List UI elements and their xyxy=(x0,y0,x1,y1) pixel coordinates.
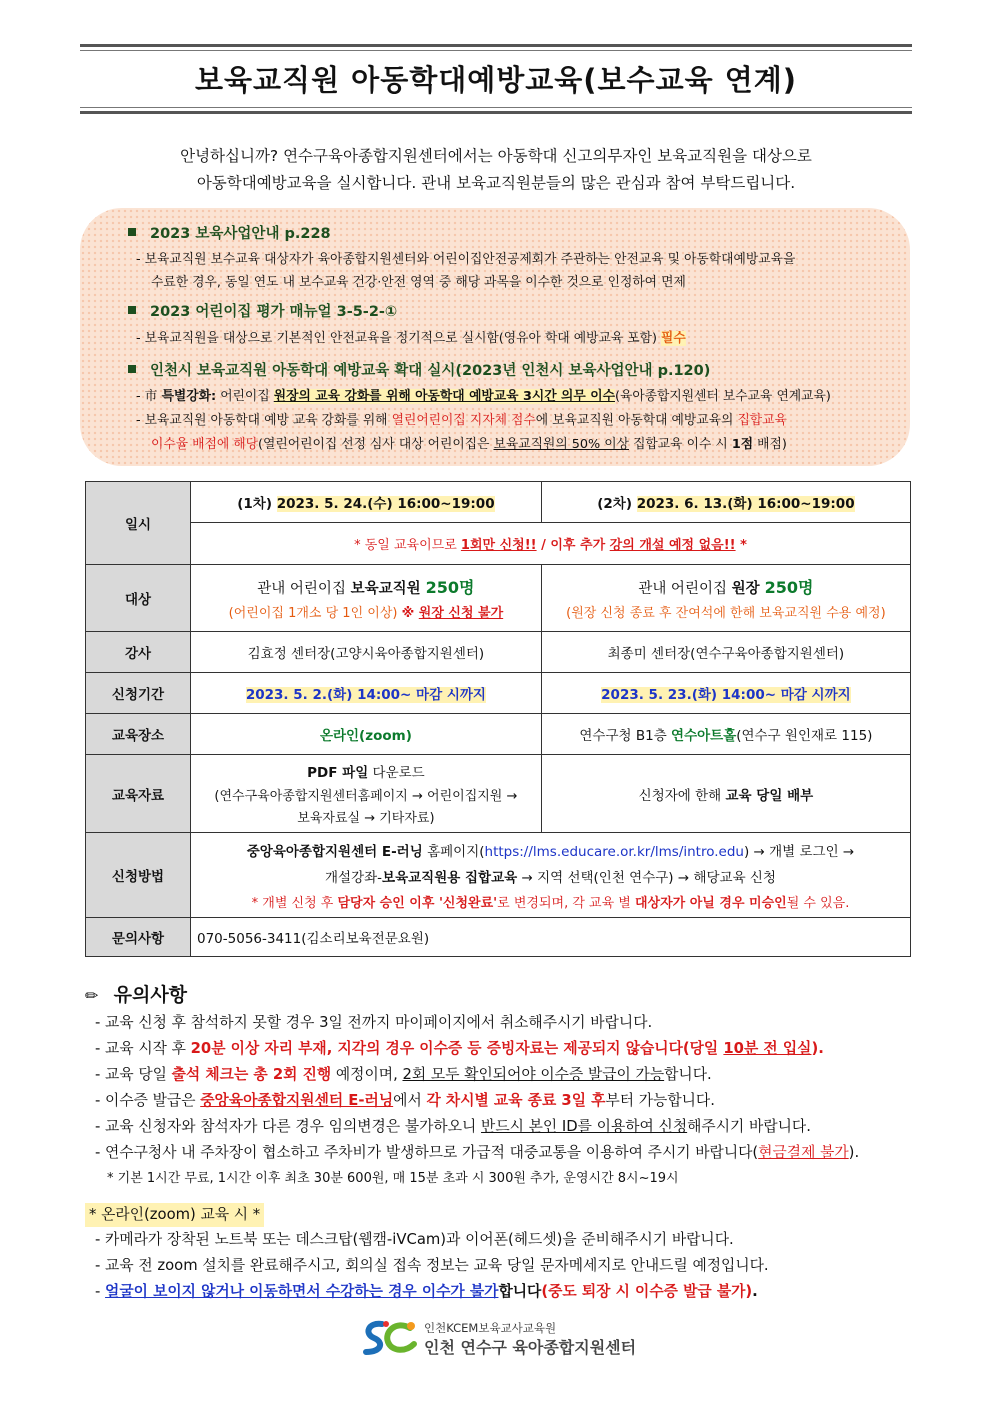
educare-lms-link[interactable]: https://lms.educare.or.kr/lms/intro.edu xyxy=(484,843,744,860)
lecturer-2: 최종미 센터장(연수구육아종합지원센터) xyxy=(541,632,910,673)
target-session-1: 관내 어린이집 보육교직원 250명 (어린이집 1개소 당 1인 이상) ※ 원장 신청 불가 xyxy=(191,565,542,632)
notice-line: - 보육교직원 보수교육 대상자가 육아종합지원센터와 어린이집안전공제회가 주관하는 안전교육 및 아동학대예방교육을 xyxy=(136,252,796,267)
notice-box xyxy=(80,208,910,466)
label-target: 대상 xyxy=(86,565,191,632)
square-bullet-icon xyxy=(128,306,136,314)
zoom-line: - 카메라가 장착된 노트북 또는 데스크탑(웹캠-iVCam)과 이어폰(헤드셋)을 준비해주시기 바랍니다. xyxy=(95,1231,734,1248)
intro-text xyxy=(0,143,992,197)
date-note: * 동일 교육이므로 1회만 신청!! / 이후 추가 강의 개설 예정 없음!! * xyxy=(191,523,911,565)
notice-heading-1: 2023 보육사업안내 p.228 xyxy=(128,222,331,243)
target-session-2: 관내 어린이집 원장 250명 (원장 신청 종료 후 잔여석에 한해 보육교직원 수용 예정) xyxy=(541,565,910,632)
place-2: 연수구청 B1층 연수아트홀(연수구 원인재로 115) xyxy=(541,714,910,755)
intro-line-2: 아동학대예방교육을 실시합니다. 관내 보육교직원분들의 많은 관심과 참여 부탁드립니다. xyxy=(196,174,796,192)
notice-line: - 보육교직원을 대상으로 기본적인 안전교육을 정기적으로 실시함(영유아 학대 예방교육 포함) 필수 xyxy=(136,331,686,346)
page-title: 보육교직원 아동학대예방교육(보수교육 연계) xyxy=(195,63,797,97)
notice-heading-3: 인천시 보육교직원 아동학대 예방교육 확대 실시(2023년 인천시 보육사업안내 p.120) xyxy=(128,359,710,380)
lecturer-1: 김효정 센터장(고양시육아종합지원센터) xyxy=(191,632,542,673)
sc-logo-icon xyxy=(358,1318,420,1360)
label-lecturer: 강사 xyxy=(86,632,191,673)
title-rule-bottom-thin xyxy=(80,107,912,108)
zoom-heading: * 온라인(zoom) 교육 시 * xyxy=(85,1203,264,1227)
caution-line: - 교육 시작 후 20분 이상 자리 부재, 지각의 경우 이수증 등 증빙자료는 제공되지 않습니다(당일 10분 전 입실). xyxy=(95,1040,824,1057)
caution-line: - 이수증 발급은 중앙육아종합지원센터 E-러닝에서 각 차시별 교육 종료 3일 후부터 가능합니다. xyxy=(95,1092,715,1109)
notice-line: 이수율 배점에 해당(열린어린이집 선정 심사 대상 어린이집은 보육교직원의 50% 이상 집합교육 이수 시 1점 배점) xyxy=(151,437,787,452)
pencil-icon: ✏ xyxy=(85,986,99,1005)
cautions-title: ✏ 유의사항 xyxy=(85,984,188,1006)
square-bullet-icon xyxy=(128,365,136,373)
place-1: 온라인(zoom) xyxy=(191,714,542,755)
notice-line: - 보육교직원 아동학대 예방 교육 강화를 위해 열린어린이집 지자체 점수에 보육교직원 아동학대 예방교육의 집합교육 xyxy=(136,413,787,428)
label-date: 일시 xyxy=(86,482,191,565)
caution-line: - 교육 당일 출석 체크는 총 2회 진행 예정이며, 2회 모두 확인되어야 이수증 발급이 가능합니다. xyxy=(95,1066,712,1083)
apply-period-1: 2023. 5. 2.(화) 14:00~ 마감 시까지 xyxy=(191,673,542,714)
caution-line: - 교육 신청자와 참석자가 다른 경우 임의변경은 불가하오니 반드시 본인 ID를 이용하여 신청해주시기 바랍니다. xyxy=(95,1118,811,1135)
material-2: 신청자에 한해 교육 당일 배부 xyxy=(541,755,910,833)
notice-heading-2: 2023 어린이집 평가 매뉴얼 3-5-2-① xyxy=(128,300,397,321)
apply-period-2: 2023. 5. 23.(화) 14:00~ 마감 시까지 xyxy=(541,673,910,714)
info-table xyxy=(85,481,911,957)
material-1: PDF 파일 다운로드 (연수구육아종합지원센터홈페이지 → 어린이집지원 → 보육자료실 → 기타자료) xyxy=(191,755,542,833)
date-session-1: (1차) 2023. 5. 24.(수) 16:00~19:00 xyxy=(191,482,542,523)
label-material: 교육자료 xyxy=(86,755,191,833)
zoom-line: - 얼굴이 보이지 않거나 이동하면서 수강하는 경우 이수가 불가합니다(중도 퇴장 시 이수증 발급 불가). xyxy=(95,1283,758,1300)
square-bullet-icon xyxy=(128,228,136,236)
caution-line: - 연수구청사 내 주차장이 협소하고 주차비가 발생하므로 가급적 대중교통을 이용하여 주시기 바랍니다(현금결제 불가). xyxy=(95,1144,860,1161)
title-rule-top-thick xyxy=(80,44,912,47)
caution-subnote: * 기본 1시간 무료, 1시간 이후 최초 30분 600원, 매 15분 초과 시 300원 추가, 운영시간 8시~19시 xyxy=(107,1171,679,1186)
contact-info: 070-5056-3411(김소리보육전문요원) xyxy=(191,918,911,957)
required-badge: 필수 xyxy=(661,331,686,346)
notice-line: - 市 특별강화: 어린이집 원장의 교육 강화를 위해 아동학대 예방교육 3시간 의무 이수(육아종합지원센터 보수교육 연계교육) xyxy=(136,389,831,404)
intro-line-1: 안녕하십니까? 연수구육아종합지원센터에서는 아동학대 신고의무자인 보육교직원을 대상으로 xyxy=(180,147,812,165)
caution-line: - 교육 신청 후 참석하지 못할 경우 3일 전까지 마이페이지에서 취소해주시기 바랍니다. xyxy=(95,1014,653,1031)
apply-method: 중앙육아종합지원센터 E-러닝 홈페이지(https://lms.educare.or.kr/lms/intro.edu) → 개별 로그인 → 개설강좌-보육교직원용 집합교육 → 지역 선택(인천 연수구) → 해당교육 신청 * 개별 신청 후 담당자 승인 이후 '신청완료'로 변경되며, 각 교육 별 대상자가 아닐 경우 미승인될 수 있음. xyxy=(191,833,911,918)
footer-logo xyxy=(358,1318,658,1362)
title-rule-top-thin xyxy=(80,50,912,51)
label-place: 교육장소 xyxy=(86,714,191,755)
date-session-2: (2차) 2023. 6. 13.(화) 16:00~19:00 xyxy=(541,482,910,523)
footer-org-1: 인천KCEM보육교사교육원 xyxy=(424,1321,557,1335)
footer-org-2: 인천 연수구 육아종합지원센터 xyxy=(424,1338,637,1357)
zoom-line: - 교육 전 zoom 설치를 완료해주시고, 회의실 접속 정보는 교육 당일 문자메세지로 안내드릴 예정입니다. xyxy=(95,1257,769,1274)
title-rule-bottom-thick xyxy=(80,111,912,114)
cautions-section xyxy=(85,980,915,1192)
label-apply-period: 신청기간 xyxy=(86,673,191,714)
label-apply-method: 신청방법 xyxy=(86,833,191,918)
notice-line: 수료한 경우, 동일 연도 내 보수교육 건강·안전 영역 중 해당 과목을 이수한 것으로 인정하여 면제 xyxy=(151,275,686,290)
label-contact: 문의사항 xyxy=(86,918,191,957)
zoom-section xyxy=(85,1203,915,1305)
